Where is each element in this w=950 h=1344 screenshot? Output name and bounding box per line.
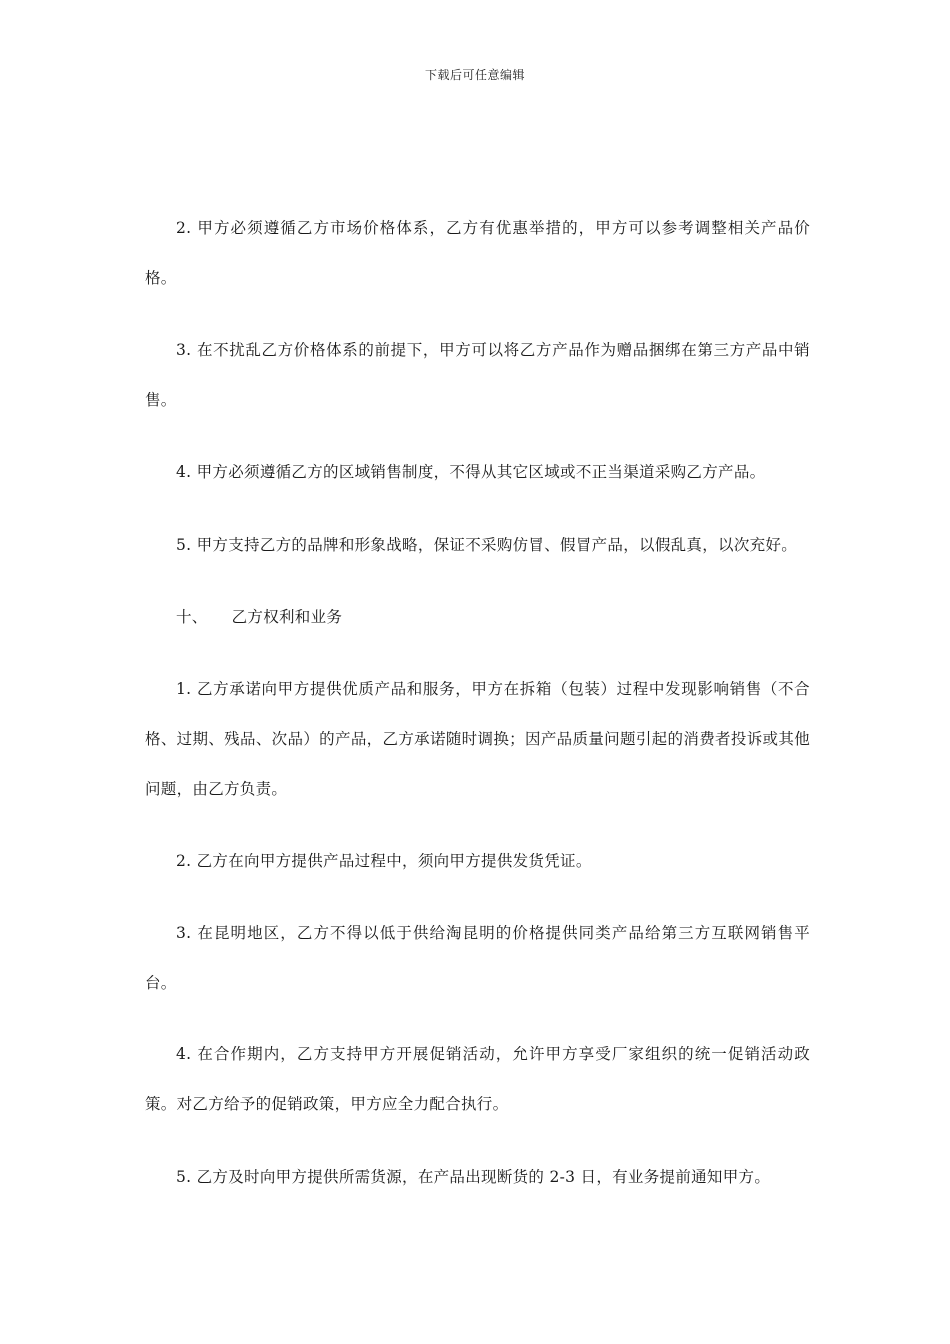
- section-heading: [176, 592, 342, 642]
- section-title: 乙方权利和业务: [231, 608, 343, 626]
- clause-b-2: 2. 乙方在向甲方提供产品过程中，须向甲方提供发货凭证。: [176, 852, 592, 870]
- clause-a-5: 5. 甲方支持乙方的品牌和形象战略，保证不采购仿冒、假冒产品，以假乱真，以次充好。: [176, 536, 798, 554]
- clause-b-4: 4. 在合作期内，乙方支持甲方开展促销活动，允许甲方享受厂家组织的统一促销活动政策。对乙方给予的促销政策，甲方应全力配合执行。: [145, 1045, 810, 1113]
- clause-b-1: 1. 乙方承诺向甲方提供优质产品和服务，甲方在拆箱（包装）过程中发现影响销售（不合格、过期、残品、次品）的产品，乙方承诺随时调换；因产品质量问题引起的消费者投诉或其他问题，由乙方负责。: [145, 680, 810, 798]
- header-note: 下载后可任意编辑: [424, 68, 525, 82]
- section-number: 十、: [176, 608, 208, 626]
- clause-a-3: 3. 在不扰乱乙方价格体系的前提下，甲方可以将乙方产品作为赠品捆绑在第三方产品中销售。: [145, 341, 810, 409]
- clause-a-4: 4. 甲方必须遵循乙方的区域销售制度，不得从其它区域或不正当渠道采购乙方产品。: [176, 463, 766, 481]
- clause-a-2: 2. 甲方必须遵循乙方市场价格体系，乙方有优惠举措的，甲方可以参考调整相关产品价格。: [145, 219, 810, 287]
- clause-b-5: 5. 乙方及时向甲方提供所需货源，在产品出现断货的 2-3 日，有业务提前通知甲方。: [176, 1168, 771, 1186]
- clause-b-3: 3. 在昆明地区，乙方不得以低于供给淘昆明的价格提供同类产品给第三方互联网销售平台。: [145, 924, 810, 992]
